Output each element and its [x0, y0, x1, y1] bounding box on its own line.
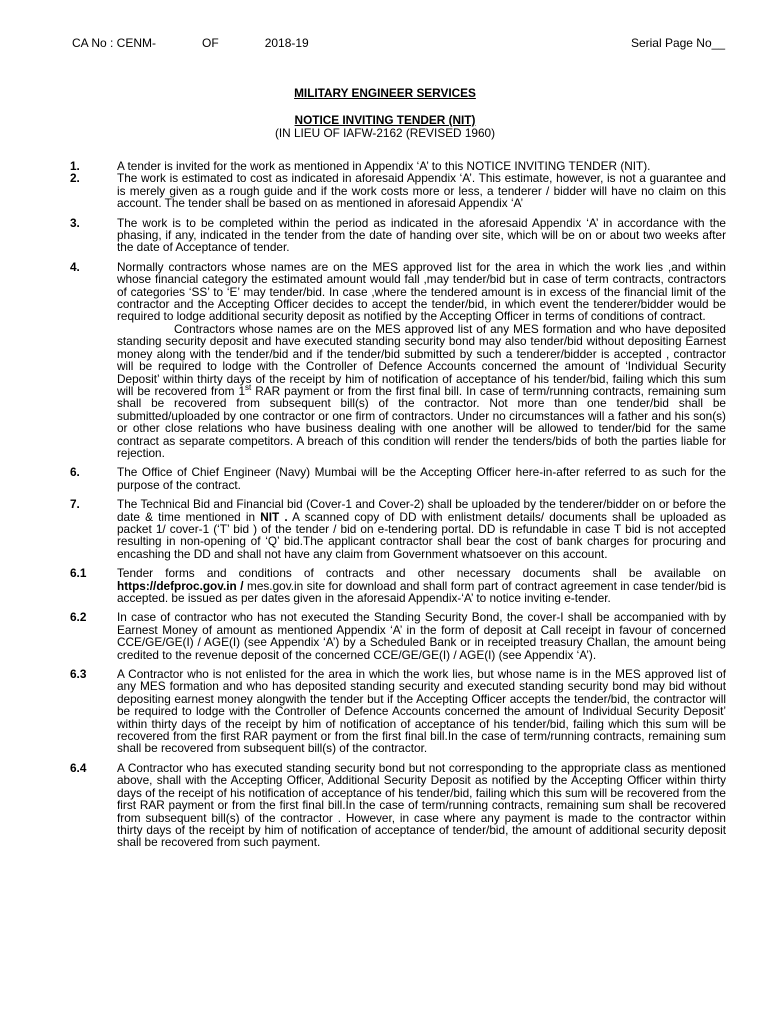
clause-text: The Office of Chief Engineer (Navy) Mumbai will be the Accepting Officer here-in-after referred to as such for the purpose of the contract.	[117, 465, 726, 492]
clause-text: A tender is invited for the work as mentioned in Appendix ‘A’ to this NOTICE INVITING TENDER (NIT).	[117, 159, 651, 173]
clause-number: 6.1	[70, 566, 87, 581]
clause-text: A Contractor who is not enlisted for the area in which the work lies, but whose name is in the MES approved list of any MES formation and who has deposited standing security and executed standing security bond may bid without depositing earnest money alongwith the tender but if the Accepting Officer accepts the tender/bid, the contractor will be required to lodge with the Controller of Defence Accounts concerned the amount of Individual Security Deposit’ within thirty days of the receipt by him of notification of acceptance of his tender/bid, failing which this sum will be recovered from the first RAR payment or from the first final bill.In the case of term/running contracts, remaining sum shall be recovered from subsequent bill(s) of the contractor.	[117, 667, 726, 756]
clause-text-part: The Technical Bid and Financial bid (Cover-1 and Cover-2) shall be uploaded by the tenderer/bidder on or before the date & time mentioned in	[117, 497, 726, 524]
clause-text-part: A scanned copy of DD with enlistment details/ documents shall be uploaded as packet 1/ cover-1 (‘T’ bid ) of the tender / bid on e-tendering portal. DD is refundable in case T bid is not accepted resulting in non-opening of ‘Q’ bid.The applicant contractor shall bear the cost of bank charges for procuring and encashing the DD and shall not have any claim from Government whatsoever on this account.	[117, 509, 726, 561]
clause-text: A Contractor who has executed standing security bond but not corresponding to the appropriate class as mentioned above, shall with the Accepting Officer, Additional Security Deposit as notified by the Accepting Officer within thirty days of the receipt of his notification of acceptance of his tender/bid, failing which this sum will be recovered from the first RAR payment or from the first final bill.In the case of term/running contracts, remaining sum shall be recovered from subsequent bill(s) of the contractor . However, in case where any payment is made to the contractor within thirty days of the receipt by him of notification of acceptance of tender/bid, the amount of additional security deposit shall be recovered from such payment.	[117, 760, 726, 850]
clause-number: 6.2	[70, 610, 87, 625]
clause-text-part: RAR payment or from the first final bill. In case of term/running contracts, remaining sum shall be recovered from subsequent bill(s) of the contractor. Not more than one tender/bid shall be submitted/uploaded by one contractor or one firm of contractors. Under no circumstances will a father and his son(s) or other close relations who have business dealing with one another will be allowed to tender/bid for the same contract as separate competitors. A breach of this condition will render the tenders/bids of both the parties liable for rejection.	[117, 383, 726, 460]
document-subtitle: NOTICE INVITING TENDER (NIT)	[294, 113, 476, 127]
clause-text-part: Tender forms and conditions of contracts and other necessary documents shall be available on	[117, 566, 726, 581]
serial-page-number: Serial Page No__	[630, 36, 725, 50]
clause-text-part: mes.gov.in site for download and shall form part of contract agreement in case tender/bid is accepted. be issued as per dates given in the aforesaid Appendix-‘A’ to notice inviting e-tender.	[117, 578, 726, 605]
clause-6	[70, 466, 726, 491]
of-label: OF	[202, 36, 219, 50]
clause-text	[117, 567, 726, 604]
clause-list	[70, 160, 726, 856]
document-subtitle-reference: (IN LIEU OF IAFW-2162 (REVISED 1960)	[274, 126, 496, 140]
clause-6-4	[70, 762, 726, 849]
clause-number: 7.	[70, 497, 80, 512]
clause-number: 1.	[70, 159, 80, 173]
nit-bold-text: NIT .	[260, 509, 288, 524]
ca-no-label: CA No : CENM-	[72, 36, 157, 50]
clause-text-part: Contractors whose names are on the MES approved list of any MES formation and who have deposited standing security deposit and have executed standing security bond may also tender/bid without depositing Earnest money along with the tender/bid and if the tender/bid submitted by such a tenderer/bidder is accepted , contractor will be required to lodge with the Controller of Defence Accounts concerned the amount of ‘Individual Security Deposit’ within thirty days of the receipt by him of notification of acceptance of his tender/bid, failing which this sum will be recovered from 1	[117, 321, 726, 398]
clause-text: The work is to be completed within the period as indicated in the aforesaid Appendix ‘A’ in accordance with the phasing, if any, indicated in the tender from the date of handing over site, which will be on or about two weeks after the date of Acceptance of tender.	[117, 215, 726, 255]
clause-number: 2.	[70, 171, 80, 186]
clause-text: The work is estimated to cost as indicated in aforesaid Appendix ‘A’. This estimate, however, is not a guarantee and is merely given as a rough guide and if the work costs more or less, a tenderer / bidder will have no claim on this account. The tender shall be based on as mentioned in aforesaid Appendix ‘A’	[117, 171, 726, 211]
ordinal-suffix: st	[245, 382, 252, 392]
clause-6-3	[70, 668, 726, 755]
website-link-text: https://defproc.gov.in /	[117, 578, 244, 593]
clause-number: 3.	[70, 215, 80, 230]
clause-3	[70, 217, 726, 254]
clause-number: 6.3	[70, 667, 87, 682]
clause-6-1	[70, 567, 726, 604]
clause-2	[70, 172, 726, 209]
clause-number: 6.4	[70, 760, 87, 775]
clause-number: 4.	[70, 259, 80, 274]
clause-6-2	[70, 611, 726, 661]
clause-number: 6.	[70, 465, 80, 480]
clause-7	[70, 498, 726, 560]
clause-text: Normally contractors whose names are on the MES approved list for the area in which the work lies ,and within whose financial category the estimated amount would fall ,may tender/bid but in case of term contracts, contractors of categories ‘SS’ to ‘E’ may tender/bid. In case ,where the tendered amount is in excess of the financial limit of the contractor and the Accepting Officer decides to accept the tender/bid, in which event the tenderer/bidder would be required to lodge additional security deposit as notified by the Accepting Officer in terms of conditions of contract.	[117, 259, 726, 324]
year-label: 2018-19	[264, 36, 309, 50]
clause-4	[70, 261, 726, 460]
clause-text: In case of contractor who has not executed the Standing Security Bond, the cover-I shall be accompanied with by Earnest Money of amount as mentioned Appendix ‘A’ in the form of deposit at Call receipt in favour of concerned CCE/GE/GE(I) / AGE(I) (see Appendix ‘A’) by a Scheduled Bank or in receipted treasury Challan, the amount being credited to the revenue deposit of the concerned CCE/GE/GE(I) / AGE(I) (see Appendix ‘A’).	[117, 610, 726, 662]
ca-number-header	[72, 36, 355, 50]
clause-text	[117, 498, 726, 560]
clause-text-continued	[117, 323, 726, 459]
document-title: MILITARY ENGINEER SERVICES	[294, 86, 476, 100]
